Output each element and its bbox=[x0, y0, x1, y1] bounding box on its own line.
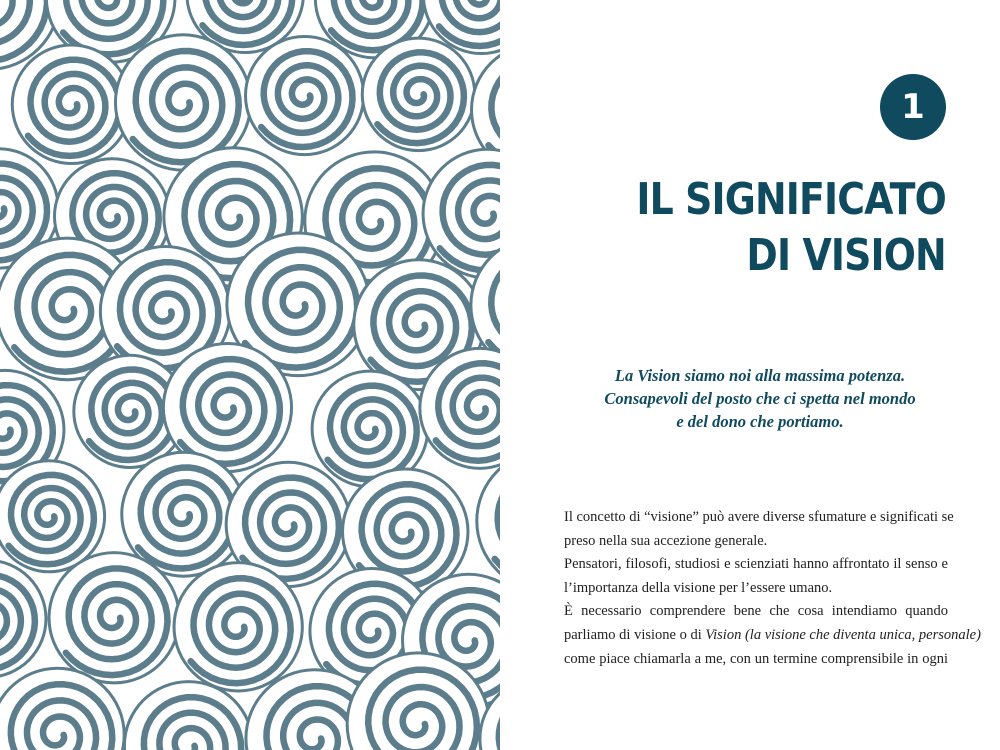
chapter-title bbox=[637, 172, 946, 284]
swirl-motif bbox=[48, 551, 181, 684]
swirl-motif bbox=[475, 449, 500, 593]
body-line: preso nella sua accezione generale. bbox=[564, 532, 768, 549]
epigraph-quote bbox=[560, 364, 960, 433]
body-line bbox=[564, 624, 981, 648]
swirl-motif bbox=[173, 561, 304, 692]
body-text-segment: parliamo di visione o di bbox=[564, 626, 706, 643]
epigraph-line-2: Consapevoli del posto che ci spetta nel mondo bbox=[604, 389, 916, 408]
swirl-motif bbox=[244, 35, 365, 156]
chapter-number-badge: 1 bbox=[880, 74, 946, 140]
chapter-title-line-2: DI VISION bbox=[746, 230, 946, 281]
body-line: l’importanza della visione per l’essere umano. bbox=[564, 579, 833, 596]
body-line: È necessario comprendere bene che cosa intendiamo quando bbox=[564, 603, 948, 620]
body-line: Pensatori, filosofi, studiosi e scienziati hanno affrontato il senso e bbox=[564, 556, 948, 573]
chapter-title-line-1: IL SIGNIFICATO bbox=[636, 174, 946, 225]
text-page bbox=[500, 0, 1000, 750]
body-line: come piace chiamarla a me, con un termine comprensibile in ogni bbox=[564, 650, 948, 667]
body-line: Il concetto di “visione” può avere diverse sfumature e significati se bbox=[564, 509, 954, 525]
body-italic-segment: Vision (la visione che diventa unica, personale) bbox=[705, 626, 981, 643]
epigraph-line-1: La Vision siamo noi alla massima potenza. bbox=[614, 366, 906, 385]
swirl-motif bbox=[0, 559, 47, 679]
epigraph-line-3: e del dono che portiamo. bbox=[676, 412, 844, 431]
swirl-motif bbox=[361, 37, 477, 153]
body-paragraph bbox=[564, 506, 981, 671]
